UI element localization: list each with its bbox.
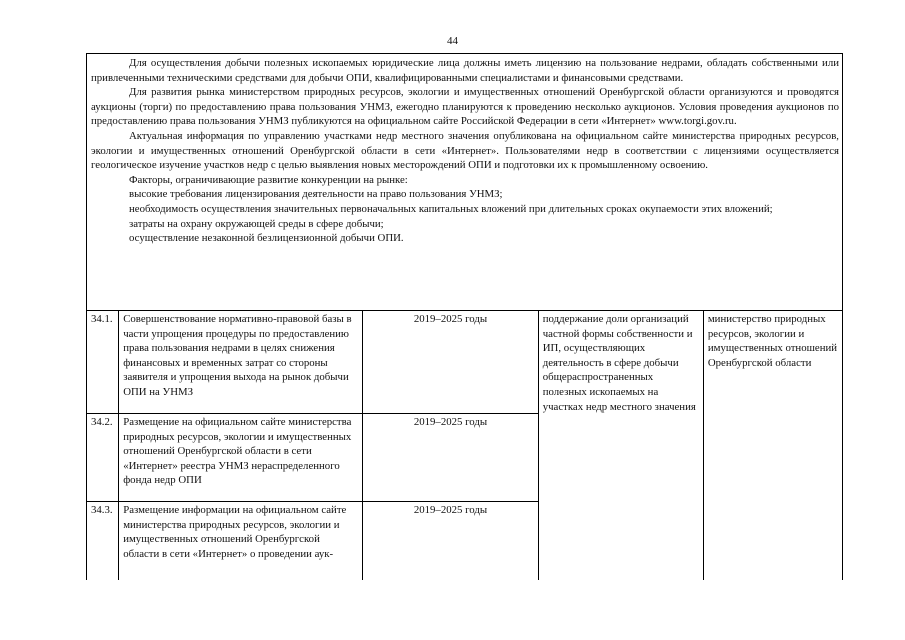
intro-paragraph: высокие требования лицензирования деятельности на право пользования УНМЗ; [129,188,503,201]
expected-result: поддержание доли организаций частной формы собственности и ИП, осуществляющих деятельность в сфере добычи общераспространенных полезных ископаемых на участках недр местного значения [538,311,703,580]
measure-description: Размещение на официальном сайте министерства природных ресурсов, экологии и имущественных отношений Оренбургской области в сети «Интернет» реестра УНМЗ нераспределенного фонда недр ОПИ [119,414,363,502]
intro-text [91,56,839,246]
measure-years: 2019–2025 годы [363,311,539,414]
intro-paragraph: Для осуществления добычи полезных ископаемых юридические лица должны иметь лицензию на пользование недрами, обладать собственными или привлеченными техническими средствами для добычи ОПИ, квалифицированными специалистами и финансовыми средствами. [91,57,839,84]
row-number: 34.1. [87,311,119,414]
responsible-body: министерство природных ресурсов, экологии и имущественных отношений Оренбургской области [703,311,842,580]
row-number: 34.3. [87,502,119,580]
page-number: 44 [447,35,458,47]
measure-description: Совершенствование нормативно-правовой базы в части упрощения процедуры по предоставлению права пользования недрами в целях снижения финансовых и временных затрат со стороны заявителя и упрощения выхода на рынок добычи ОПИ на УНМЗ [119,311,363,414]
table-row [87,311,843,414]
measure-years: 2019–2025 годы [363,502,539,580]
measures-table [86,310,843,580]
intro-paragraph: Факторы, ограничивающие развитие конкуренции на рынке: [129,173,408,186]
measure-description: Размещение информации на официальном сайте министерства природных ресурсов, экологии и имущественных отношений Оренбургской области в сети «Интернет» о проведении аук- [119,502,363,580]
row-number: 34.2. [87,414,119,502]
intro-paragraph: осуществление незаконной безлицензионной добычи ОПИ. [129,232,404,245]
intro-paragraph: Актуальная информация по управлению участками недр местного значения опубликована на официальном сайте министерства природных ресурсов, экологии и имущественных отношений Оренбургской области в сети «Интернет». Пользователями недр в соответствии с лицензиями осуществляется геологическое изучение участков недр с целью выявления новых месторождений ОПИ и подготовки их к промышленному освоению. [91,129,839,172]
intro-paragraph: Для развития рынка министерством природных ресурсов, экологии и имущественных отношений Оренбургской области организуются и проводятся аукционы (торги) по предоставлению права пользования УНМЗ, ежегодно планируются к проведению несколько аукционов. Условия проведения аукционов по предоставлению права пользования УНМЗ публикуются на официальном сайте Российской Федерации в сети «Интернет» www.torgi.gov.ru. [91,86,839,128]
intro-paragraph: затраты на охрану окружающей среды в сфере добычи; [129,217,384,230]
measure-years: 2019–2025 годы [363,414,539,502]
intro-paragraph: необходимость осуществления значительных первоначальных капитальных вложений при длительных сроках окупаемости этих вложений; [129,202,773,215]
